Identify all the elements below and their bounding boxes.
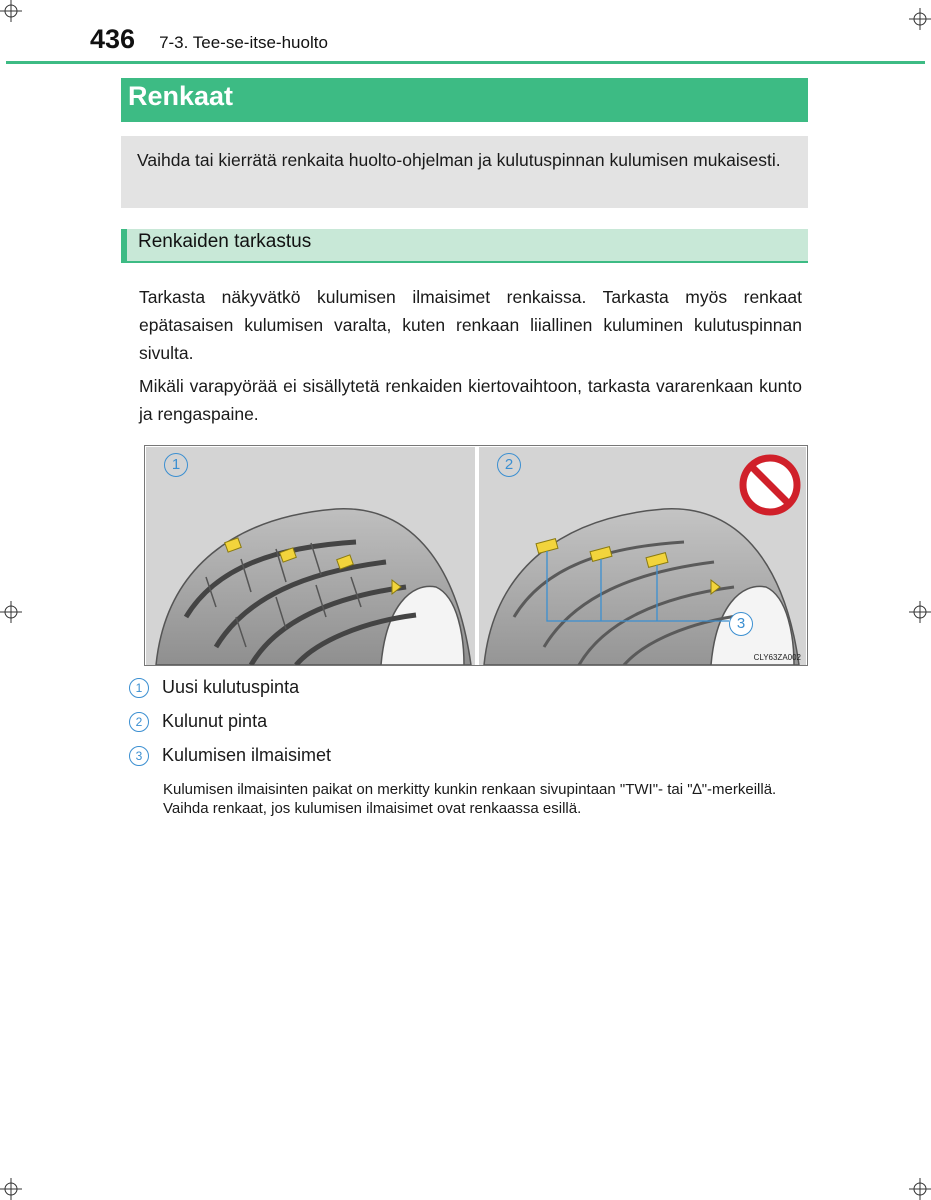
legend-note xyxy=(163,780,808,818)
section-title-bar xyxy=(121,78,808,122)
new-tread-panel xyxy=(146,447,475,665)
legend-item xyxy=(129,745,331,766)
page-title: Renkaat xyxy=(128,81,234,111)
subsection-heading-bar xyxy=(121,229,808,263)
registration-mark-icon xyxy=(0,601,22,623)
body-paragraph: Tarkasta näkyvätkö kulumisen ilmaisimet renkaissa. Tarkasta myös renkaat epätasaisen kulumisen varalta, kuten renkaan liiallinen kuluminen kulutuspinnan sivulta. xyxy=(139,287,802,363)
page-number: 436 xyxy=(90,24,136,54)
legend-number: 1 xyxy=(129,678,149,698)
legend-number: 3 xyxy=(129,746,149,766)
legend-item xyxy=(129,677,299,698)
legend-number: 2 xyxy=(129,712,149,732)
summary-text: Vaihda tai kierrätä renkaita huolto-ohjelman ja kulutuspinnan kulumisen mukaisesti. xyxy=(137,150,781,170)
registration-mark-icon xyxy=(0,1178,22,1200)
registration-mark-icon xyxy=(909,1178,931,1200)
registration-mark-icon xyxy=(909,8,931,30)
page-header xyxy=(90,24,328,58)
subsection-heading: Renkaiden tarkastus xyxy=(138,231,312,252)
prohibition-icon xyxy=(743,458,797,512)
legend-label: Kulunut pinta xyxy=(162,711,268,731)
summary-box xyxy=(121,136,808,208)
legend-label: Kulumisen ilmaisimet xyxy=(162,745,332,765)
callout-3: 3 xyxy=(729,612,753,636)
callout-1: 1 xyxy=(164,453,188,477)
worn-tread-panel xyxy=(479,447,806,665)
header-rule xyxy=(6,61,925,64)
tire-illustration xyxy=(144,445,808,666)
note-line: Vaihda renkaat, jos kulumisen ilmaisimet ovat renkaassa esillä. xyxy=(163,800,582,817)
chapter-title: 7-3. Tee-se-itse-huolto xyxy=(159,33,328,52)
registration-mark-icon xyxy=(0,0,22,22)
legend-item xyxy=(129,711,267,732)
note-line: Kulumisen ilmaisinten paikat on merkitty kunkin renkaan sivupintaan "TWI"- tai "∆"-merkeillä. xyxy=(163,781,777,798)
registration-mark-icon xyxy=(909,601,931,623)
legend-label: Uusi kulutuspinta xyxy=(162,677,300,697)
body-paragraph: Mikäli varapyörää ei sisällytetä renkaiden kiertovaihtoon, tarkasta vararenkaan kunto ja rengaspaine. xyxy=(139,376,802,424)
callout-2: 2 xyxy=(497,453,521,477)
figure-code: CLY63ZA002 xyxy=(753,653,801,662)
